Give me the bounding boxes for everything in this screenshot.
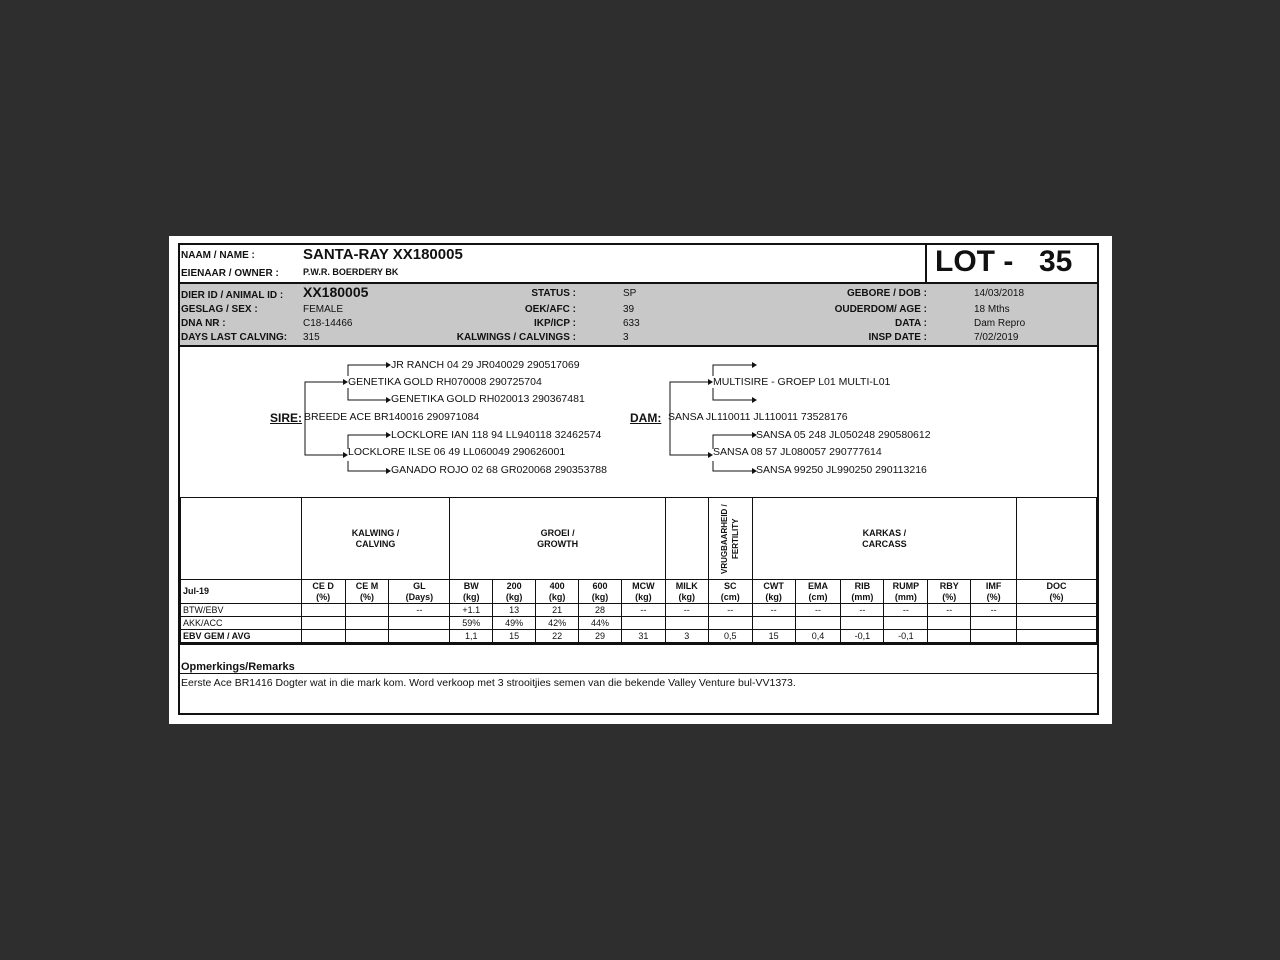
days-label: DAYS LAST CALVING: [181, 332, 288, 343]
afc-value: 39 [623, 304, 635, 315]
ebv-cell: 3 [665, 630, 708, 643]
ebv-cell [345, 630, 389, 643]
status-label: STATUS : [531, 288, 576, 299]
age-label: OUDERDOM/ AGE : [834, 304, 927, 315]
ebv-cell [345, 604, 389, 617]
ebv-cell: 1,1 [450, 630, 493, 643]
ebv-cell [971, 617, 1017, 630]
animal-id-label: DIER ID / ANIMAL ID : [181, 290, 284, 301]
col-name: GL [413, 580, 426, 591]
ebv-row [181, 617, 1097, 630]
sire-dam-dam: GANADO ROJO 02 68 GR020068 290353788 [391, 464, 607, 476]
sire-label: SIRE: [270, 411, 303, 425]
ebv-cell: 49% [493, 617, 536, 630]
col-name: DOC [1046, 580, 1067, 591]
col-unit: (%) [986, 591, 1001, 602]
col-header-200 [493, 580, 536, 604]
ebv-cell: -- [928, 604, 971, 617]
ebv-cell: -- [708, 604, 752, 617]
col-header-600 [579, 580, 622, 604]
animal-info-panel [180, 282, 1097, 347]
days-value: 315 [303, 332, 320, 343]
col-header-400 [536, 580, 579, 604]
growth-group: GROEI / GROWTH [450, 498, 666, 580]
sire-dam-sire: LOCKLORE IAN 118 94 LL940118 32462574 [391, 429, 602, 441]
dam-dam: SANSA 08 57 JL080057 290777614 [713, 446, 882, 458]
sex-value: FEMALE [303, 304, 344, 315]
col-name: 200 [506, 580, 522, 591]
calvings-label: KALWINGS / CALVINGS : [456, 332, 576, 343]
age-value: 18 Mths [974, 304, 1010, 315]
ebv-cell [345, 617, 389, 630]
ebv-cell: -- [795, 604, 841, 617]
col-unit: (%) [316, 591, 331, 602]
ebv-cell [1017, 617, 1097, 630]
remarks-text: Eerste Ace BR1416 Dogter wat in die mark kom. Word verkoop met 3 strooitjies semen van die bekende Valley Venture bul-VV1373. [181, 677, 796, 689]
col-unit: (%) [942, 591, 957, 602]
ebv-cell: 29 [579, 630, 622, 643]
column-header-row [181, 580, 1097, 604]
col-header-mcw [621, 580, 665, 604]
insp-value: 7/02/2019 [974, 332, 1019, 343]
ebv-cell: -0,1 [884, 630, 928, 643]
ebv-cell: -- [884, 604, 928, 617]
col-header-imf [971, 580, 1017, 604]
icp-value: 633 [623, 318, 640, 329]
ebv-table [180, 497, 1097, 655]
data-label: DATA : [894, 318, 927, 329]
col-unit: (mm) [851, 591, 874, 602]
col-header-sc [708, 580, 752, 604]
col-unit: (kg) [505, 591, 523, 602]
ebv-cell: 15 [752, 630, 795, 643]
ebv-cell: 0,5 [708, 630, 752, 643]
col-name: BW [463, 580, 479, 591]
lot-label: LOT - [935, 245, 1014, 278]
col-name: MCW [632, 580, 655, 591]
fertility-label: VRUGBAARHEID / FERTILITY [720, 503, 741, 574]
col-header-ce-m [345, 580, 389, 604]
ebv-cell: 31 [621, 630, 665, 643]
ebv-cell: 21 [536, 604, 579, 617]
col-unit: (%) [1049, 591, 1064, 602]
ebv-cell [971, 630, 1017, 643]
ebv-cell: +1.1 [450, 604, 493, 617]
ebv-cell: -- [841, 604, 884, 617]
ebv-cell: -- [621, 604, 665, 617]
sire: BREEDE ACE BR140016 290971084 [304, 411, 480, 423]
sire-sire: GENETIKA GOLD RH070008 290725704 [348, 376, 542, 388]
group-header-row [181, 498, 1097, 580]
col-name: RBY [939, 580, 959, 591]
insp-label: INSP DATE : [868, 332, 927, 343]
row-label: EBV GEM / AVG [181, 630, 302, 643]
ebv-cell: 42% [536, 617, 579, 630]
ebv-cell [795, 617, 841, 630]
animal-name: SANTA-RAY XX180005 [303, 246, 463, 263]
col-name: RUMP [892, 580, 920, 591]
ebv-row [181, 604, 1097, 617]
fertility-group [708, 498, 752, 580]
sire-sire-dam: GENETIKA GOLD RH020013 290367481 [391, 393, 585, 405]
col-name: MILK [675, 580, 698, 591]
afc-label: OEK/AFC : [524, 304, 576, 315]
dam-sire: MULTISIRE - GROEP L01 MULTI-L01 [713, 376, 891, 388]
ebv-cell: -- [665, 604, 708, 617]
ebv-row [181, 630, 1097, 643]
owner-value: P.W.R. BOERDERY BK [303, 267, 399, 277]
ebv-cell [841, 617, 884, 630]
ebv-cell [389, 617, 450, 630]
col-name: CE D [312, 580, 334, 591]
ebv-cell [752, 617, 795, 630]
col-unit: (kg) [678, 591, 696, 602]
ebv-cell [884, 617, 928, 630]
col-unit: (kg) [635, 591, 652, 602]
carcass-group: KARKAS / CARCASS [752, 498, 1016, 580]
ebv-cell: -- [752, 604, 795, 617]
ebv-cell [928, 617, 971, 630]
ebv-cell: -0,1 [841, 630, 884, 643]
ebv-cell [1017, 630, 1097, 643]
owner-label: EIENAAR / OWNER : [181, 268, 279, 279]
ebv-cell: 15 [493, 630, 536, 643]
ebv-cell: -- [971, 604, 1017, 617]
col-name: EMA [808, 580, 829, 591]
col-header-gl [389, 580, 450, 604]
data-value: Dam Repro [974, 318, 1026, 329]
corner-cell [181, 498, 302, 580]
dam-dam-dam: SANSA 99250 JL990250 290113216 [756, 464, 927, 476]
sale-lot-card [169, 236, 1112, 724]
sire-dam: LOCKLORE ILSE 06 49 LL060049 290626001 [348, 446, 566, 458]
remarks-title: Opmerkings/Remarks [181, 661, 295, 673]
dam-label: DAM: [630, 411, 662, 425]
col-header-rby [928, 580, 971, 604]
dob-label: GEBORE / DOB : [846, 288, 927, 299]
ebv-cell: 13 [493, 604, 536, 617]
row-label: AKK/ACC [181, 617, 302, 630]
col-name: SC [723, 580, 737, 591]
row-label: BTW/EBV [181, 604, 302, 617]
ebv-cell [621, 617, 665, 630]
col-unit: (kg) [548, 591, 566, 602]
col-header-rib [841, 580, 884, 604]
status-value: SP [623, 288, 637, 299]
milk-group-cell [665, 498, 708, 580]
col-header-cwt [752, 580, 795, 604]
col-name: CWT [763, 580, 784, 591]
col-name: CE M [355, 580, 379, 591]
icp-label: IKP/ICP : [533, 318, 576, 329]
ebv-cell: 0,4 [795, 630, 841, 643]
ebv-cell [301, 630, 345, 643]
col-name: 600 [592, 580, 608, 591]
col-unit: (kg) [765, 591, 782, 602]
col-unit: (cm) [808, 591, 828, 602]
sire-sire-sire: JR RANCH 04 29 JR040029 290517069 [391, 359, 580, 371]
sex-label: GESLAG / SEX : [181, 304, 258, 315]
ebv-cell [1017, 604, 1097, 617]
ebv-cell [301, 617, 345, 630]
ebv-cell [928, 630, 971, 643]
dna-label: DNA NR : [181, 318, 226, 329]
ebv-cell: -- [389, 604, 450, 617]
col-unit: (%) [360, 591, 374, 602]
lot-box [925, 245, 1097, 282]
ebv-cell [665, 617, 708, 630]
dob-value: 14/03/2018 [974, 288, 1025, 299]
lot-number: 35 [1039, 245, 1073, 278]
dna-value: C18-14466 [303, 318, 353, 329]
remarks-divider [180, 673, 1097, 674]
period-label: Jul-19 [181, 580, 302, 604]
ebv-cell [708, 617, 752, 630]
calvings-value: 3 [623, 332, 629, 343]
col-unit: (kg) [591, 591, 609, 602]
col-header-rump [884, 580, 928, 604]
calving-group: KALWING / CALVING [301, 498, 450, 580]
card-frame [178, 243, 1099, 715]
col-unit: (Days) [405, 591, 434, 602]
dam: SANSA JL110011 JL110011 73528176 [668, 411, 848, 423]
animal-id-value: XX180005 [303, 284, 369, 300]
col-name: RIB [854, 580, 871, 591]
ebv-cell: 22 [536, 630, 579, 643]
ebv-cell [301, 604, 345, 617]
ebv-cell [389, 630, 450, 643]
col-unit: (mm) [894, 591, 917, 602]
dam-dam-sire: SANSA 05 248 JL050248 290580612 [756, 429, 931, 441]
col-header-doc [1017, 580, 1097, 604]
name-label: NAAM / NAME : [181, 250, 255, 261]
remarks-top-line [180, 643, 1097, 645]
col-header-ce-d [301, 580, 345, 604]
col-header-milk [665, 580, 708, 604]
col-header-ema [795, 580, 841, 604]
col-name: 400 [549, 580, 565, 591]
ebv-cell: 28 [579, 604, 622, 617]
col-name: IMF [985, 580, 1002, 591]
col-unit: (cm) [720, 591, 740, 602]
doc-group-cell [1017, 498, 1097, 580]
col-header-bw [450, 580, 493, 604]
ebv-cell: 44% [579, 617, 622, 630]
ebv-cell: 59% [450, 617, 493, 630]
col-unit: (kg) [463, 591, 480, 602]
